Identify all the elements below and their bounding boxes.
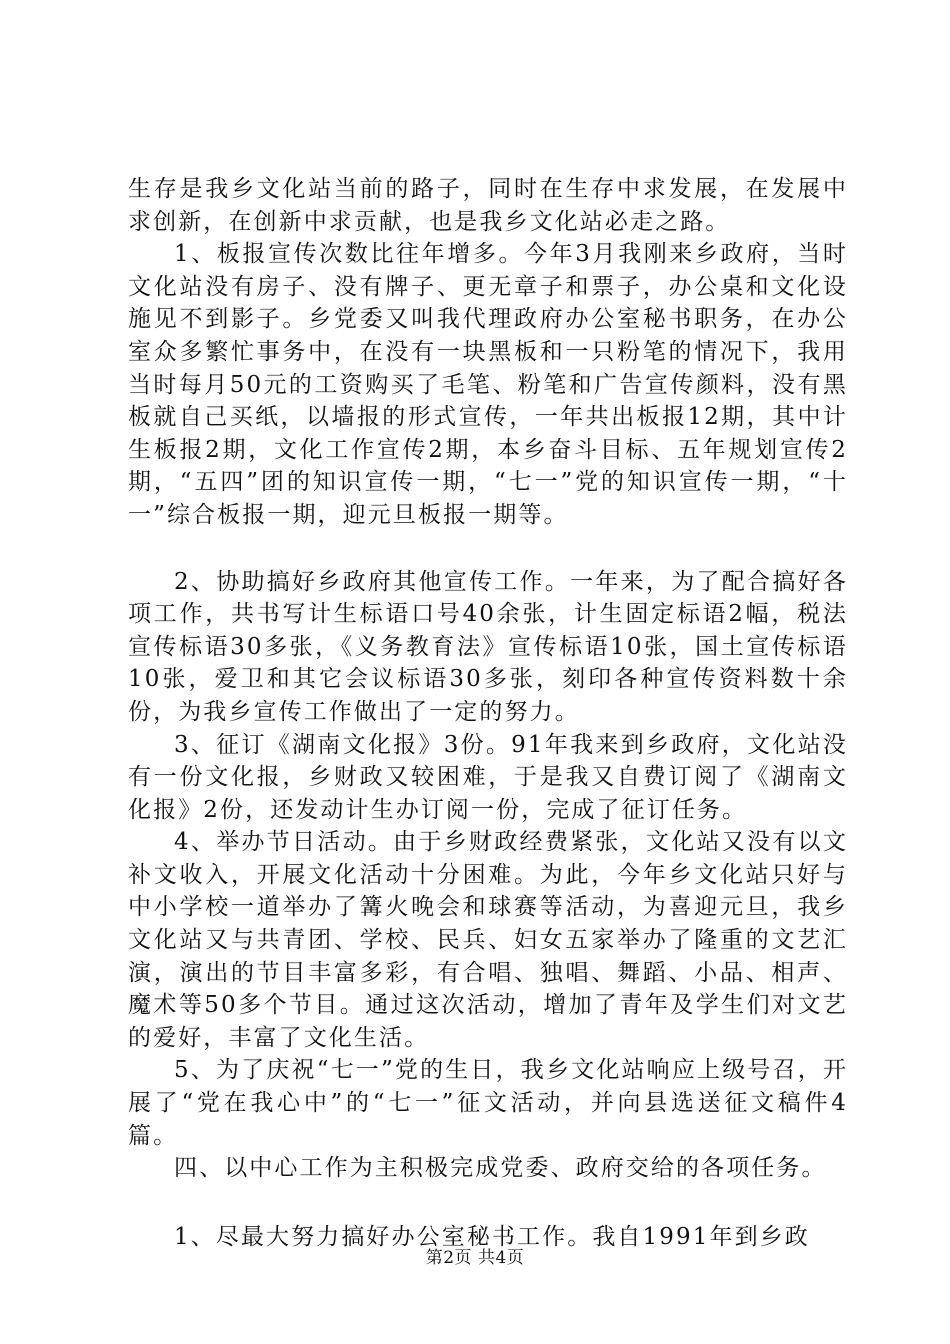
paragraph-holiday-activities: 4、举办节日活动。由于乡财政经费紧张，文化站又没有以文补文收入，开展文化活动十分困难。为此，今年乡文化站只好与中小学校一道举办了篝火晚会和球赛等活动，为喜迎元旦，我乡文化站又与共青团、学校、民兵、妇女五家举办了隆重的文艺汇演，演出的节目丰富多彩，有合唱、独唱、舞蹈、小品、相声、魔术等50多个节目。通过这次活动，增加了青年及学生们对文艺的爱好，丰富了文化生活。 (128, 829, 848, 1051)
paragraph-newspaper-subscription: 3、征订《湖南文化报》3份。91年我来到乡政府，文化站没有一份文化报，乡财政又较困难，于是我又自费订阅了《湖南文化报》2份，还发动计生办订阅一份，完成了征订任务。 (128, 731, 848, 823)
paragraph-blackboard-reports: 1、板报宣传次数比往年增多。今年3月我刚来乡政府，当时文化站没有房子、没有牌子、更无章子和票子，办公桌和文化设施见不到影子。乡党委又叫我代理政府办公室秘书职务，在办公室众多繁忙事务中，在没有一块黑板和一只粉笔的情况下，我用当时每月50元的工资购买了毛笔、粉笔和广告宣传颜料，没有黑板就自己买纸，以墙报的形式宣传，一年共出板报12期，其中计生板报2期，文化工作宣传2期，本乡奋斗目标、五年规划宣传2期，“五四”团的知识宣传一期，“七一”党的知识宣传一期，“十一”综合板报一期，迎元旦板报一期等。 (128, 241, 848, 528)
paragraph-essay-contest: 5、为了庆祝“七一”党的生日，我乡文化站响应上级号召，开展了“党在我心中”的“七一”征文活动，并向县选送征文稿件4篇。 (128, 1057, 848, 1149)
paragraph-publicity-work: 2、协助搞好乡政府其他宣传工作。一年来，为了配合搞好各项工作，共书写计生标语口号40余张，计生固定标语2幅，税法宣传标语30多张，《义务教育法》宣传标语10张，国土宣传标语10张，爱卫和其它会议标语30多张，刻印各种宣传资料数十余份，为我乡宣传工作做出了一定的努力。 (128, 568, 848, 725)
section-heading-four: 四、以中心工作为主积极完成党委、政府交给的各项任务。 (174, 1155, 827, 1182)
page-number-footer: 第2页 共4页 (425, 1248, 525, 1268)
paragraph-secretary-work: 1、尽最大努力搞好办公室秘书工作。我自1991年到乡政 (174, 1223, 810, 1250)
document-body (128, 173, 848, 1253)
paragraph-intro: 生存是我乡文化站当前的路子，同时在生存中求发展，在发展中求创新，在创新中求贡献，也是我乡文化站必走之路。 (128, 176, 848, 235)
